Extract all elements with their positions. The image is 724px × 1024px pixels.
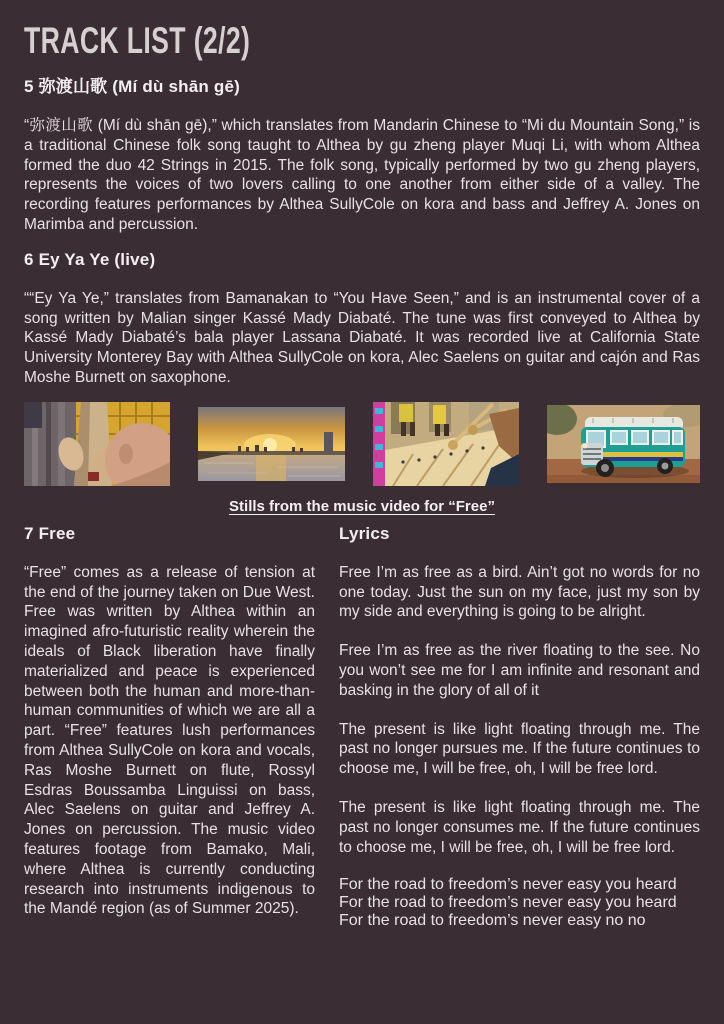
track-5-section <box>24 72 700 235</box>
teal-minibus-image-art <box>547 405 700 483</box>
kora-player-closeup-image <box>24 402 170 486</box>
lyrics-column <box>339 524 700 931</box>
lyrics-refrain-line-2: For the road to freedom’s never easy you heard <box>339 894 677 912</box>
kora-player-closeup-image-art <box>24 402 170 486</box>
lyrics-stanza-2: Free I’m as free as the river floating to the see. No you won’t see me for I am infinite and resonant and basking in the glory of all of it <box>339 642 700 699</box>
lyrics-heading: Lyrics <box>339 523 390 543</box>
teal-minibus-image <box>547 405 700 483</box>
track-7-heading: 7 Free <box>24 523 76 543</box>
track-5-description: “弥渡山歌 (Mí dù shān gē),” which translates from Mandarin Chinese to “Mi du Mountain Song,” is a traditional Chinese folk song taught to Althea by gu zheng player Muqi Li, with whom Althea formed the duo 42 Strings in 2015. The folk song, typically performed by two gu zheng players, represents the voices of two lovers calling to one another from either side of a valley. The recording features performances by Althea SullyCole on kora and bass and Jeffrey A. Jones on Marimba and percussion. <box>24 117 700 233</box>
lyrics-stanza-1: Free I’m as free as a bird. Ain’t got no words for no one today. Just the sun on my face, just my son by my side and everything is going to be alright. <box>339 563 700 621</box>
track-6-section <box>24 250 700 388</box>
track-7-column <box>24 524 315 931</box>
lyrics-refrain-line-1: For the road to freedom’s never easy you heard <box>339 876 677 894</box>
track-6-description: ““Ey Ya Ye,” translates from Bamanakan to “You Have Seen,” and is an instrumental cover of a song written by Malian singer Kassé Mady Diabaté. The tune was first conveyed to Althea by Kassé Mady Diabaté’s bala player Lassana Diabaté. It was recorded live at California State University Monterey Bay with Althea SullyCole on kora, Alec Saelens on guitar and cajón and Ras Moshe Burnett on saxophone. <box>24 289 700 386</box>
stills-row <box>24 401 700 487</box>
lyrics-stanza-3: The present is like light floating through me. The past no longer pursues me. If the future continues to choose me, I will be free, oh, I will be free lord. <box>339 720 700 778</box>
two-column-section <box>24 524 700 931</box>
stills-caption: Stills from the music video for “Free” <box>229 497 495 515</box>
river-sunset-image <box>198 407 345 481</box>
track-7-description: “Free” comes as a release of tension at the end of the journey taken on Due West. Free was written by Althea within an imagined afro-futuristic reality wherein the ideals of Black liberation have finally materialized and peace is experienced between both the human and more-than-human communities of which we are all a part. “Free” features lush performances from Althea SullyCole on kora and vocals, Ras Moshe Burnett on flute, Rossyl Esdras Boussamba Linguissi on bass, Alec Saelens on guitar and Jeffrey A. Jones on percussion. The music video features footage from Bamako, Mali, where Althea is currently conducting research into instruments indigenous to the Mandé region (as of Summer 2025). <box>24 563 315 918</box>
lyrics-refrain <box>339 876 700 930</box>
page-title: TRACK LIST (2/2) <box>24 20 251 61</box>
track-5-heading: 5 弥渡山歌 (Mí dù shān gē) <box>24 77 240 96</box>
lyrics-stanza-4: The present is like light floating through me. The past no longer consumes me. If the future continues to choose me, I will be free, oh, I will be free lord. <box>339 798 700 856</box>
track-6-heading: 6 Ey Ya Ye (live) <box>24 249 156 269</box>
lyrics-refrain-line-3: For the road to freedom’s never easy no no <box>339 912 646 930</box>
river-sunset-image-art <box>198 407 345 481</box>
balafon-performance-image <box>373 402 519 486</box>
balafon-performance-image-art <box>373 402 519 486</box>
